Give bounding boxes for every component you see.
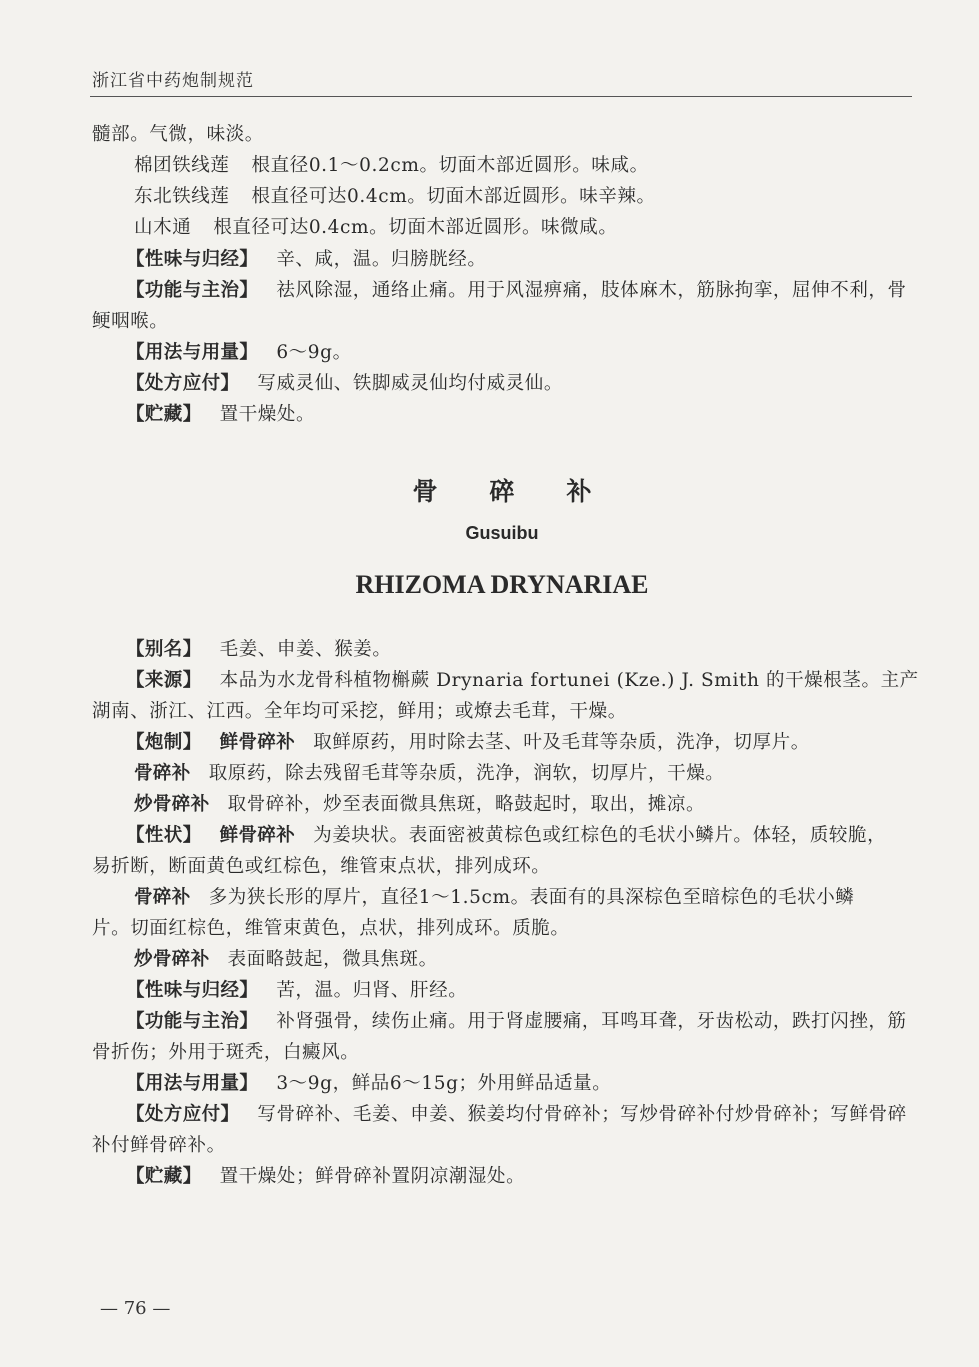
page-number: — 76 —	[100, 1298, 171, 1319]
variant-name: 棉团铁线莲	[134, 155, 230, 176]
variant-text: 根直径可达0.4cm。切面木部近圆形。味微咸。	[213, 217, 618, 238]
section-line	[126, 976, 467, 1002]
form-text: 多为狭长形的厚片，直径1～1.5cm。表面有的具深棕色至暗棕色的毛状小鳞	[208, 887, 855, 908]
variant-line	[134, 151, 649, 177]
section-text: 毛姜、申姜、猴姜。	[219, 639, 392, 660]
form-line	[134, 945, 438, 971]
section-text: 祛风除湿，通络止痛。用于风湿痹痛，肢体麻木，筋脉拘挛，屈伸不利，骨	[276, 280, 907, 301]
section-text: 写骨碎补、毛姜、申姜、猴姜均付骨碎补；写炒骨碎补付炒骨碎补；写鲜骨碎	[257, 1104, 907, 1125]
header-rule	[90, 96, 912, 97]
section-line	[126, 1100, 907, 1126]
section-text: 补肾强骨，续伤止痛。用于肾虚腰痛，耳鸣耳聋，牙齿松动，跌打闪挫，筋	[276, 1011, 907, 1032]
section-line	[126, 821, 886, 847]
variant-line	[134, 182, 656, 208]
entry-title-pinyin: Gusuibu	[465, 523, 539, 543]
section-label: 【炮制】	[126, 732, 202, 753]
section-label: 【处方应付】	[126, 1104, 240, 1125]
section-line	[126, 1162, 525, 1188]
section-label: 【性状】	[126, 825, 202, 846]
section-text: 辛、咸，温。归膀胱经。	[276, 249, 487, 270]
form-text: 为姜块状。表面密被黄棕色或红棕色的毛状小鳞片。体轻，质较脆，	[313, 825, 887, 846]
section-text-cont: 湖南、浙江、江西。全年均可采挖，鲜用；或燎去毛茸，干燥。	[92, 701, 627, 722]
section-text-cont: 易折断，断面黄色或红棕色，维管束点状，排列成环。	[92, 856, 551, 877]
variant-line	[134, 213, 617, 239]
entry-title-latin: RHIZOMA DRYNARIAE	[355, 570, 649, 599]
section-text: 置干燥处。	[219, 404, 316, 425]
section-line	[126, 1007, 907, 1033]
method-text: 取原药，除去残留毛茸等杂质，洗净，润软，切厚片，干燥。	[208, 763, 725, 784]
section-text: 6～9g。	[276, 342, 352, 363]
section-text-cont: 补付鲜骨碎补。	[92, 1135, 226, 1156]
variant-name: 山木通	[134, 217, 192, 238]
section-text: 本品为水龙骨科植物槲蕨 Drynaria fortunei (Kze.) J. Smith 的干燥根茎。主产	[219, 670, 919, 691]
continued-text: 髓部。气微，味淡。	[92, 124, 264, 145]
method-name: 骨碎补	[134, 763, 191, 784]
section-label: 【用法与用量】	[126, 1073, 259, 1094]
section-label: 【别名】	[126, 639, 202, 660]
section-line	[126, 369, 563, 395]
entry-title-chinese: 骨碎补	[412, 477, 644, 506]
section-label: 【来源】	[126, 670, 202, 691]
section-line	[126, 1069, 611, 1095]
section-line	[126, 666, 919, 692]
form-name: 骨碎补	[134, 887, 191, 908]
variant-name: 东北铁线莲	[134, 186, 230, 207]
method-name: 炒骨碎补	[134, 794, 210, 815]
section-line	[126, 245, 486, 271]
form-line	[134, 883, 854, 909]
variant-text: 根直径0.1～0.2cm。切面木部近圆形。味咸。	[251, 155, 649, 176]
method-text: 取骨碎补，炒至表面微具焦斑，略鼓起时，取出，摊凉。	[227, 794, 706, 815]
form-text: 表面略鼓起，微具焦斑。	[227, 949, 438, 970]
section-label: 【处方应付】	[126, 373, 240, 394]
section-label: 【功能与主治】	[126, 1011, 259, 1032]
section-text: 写威灵仙、铁脚威灵仙均付威灵仙。	[257, 373, 564, 394]
section-line	[126, 338, 352, 364]
variant-text: 根直径可达0.4cm。切面木部近圆形。味辛辣。	[251, 186, 656, 207]
section-text-cont: 片。切面红棕色，维管束黄色，点状，排列成环。质脆。	[92, 918, 570, 939]
method-line	[134, 790, 705, 816]
method-text: 取鲜原药，用时除去茎、叶及毛茸等杂质，洗净，切厚片。	[313, 732, 810, 753]
section-line	[126, 400, 315, 426]
form-name: 鲜骨碎补	[219, 825, 296, 846]
section-text-cont: 骨折伤；外用于斑秃，白癜风。	[92, 1042, 360, 1063]
form-name: 炒骨碎补	[134, 949, 210, 970]
section-label: 【性味与归经】	[126, 249, 259, 270]
section-line	[126, 276, 907, 302]
section-label: 【贮藏】	[126, 1166, 202, 1187]
method-line	[134, 759, 724, 785]
section-label: 【性味与归经】	[126, 980, 259, 1001]
section-label: 【用法与用量】	[126, 342, 259, 363]
section-text: 置干燥处；鲜骨碎补置阴凉潮湿处。	[219, 1166, 526, 1187]
method-name: 鲜骨碎补	[219, 732, 296, 753]
section-text: 苦，温。归肾、肝经。	[276, 980, 468, 1001]
section-label: 【功能与主治】	[126, 280, 259, 301]
section-line	[126, 728, 810, 754]
running-head: 浙江省中药炮制规范	[92, 71, 254, 91]
section-line	[126, 635, 392, 661]
section-text-cont: 鲠咽喉。	[92, 311, 169, 332]
section-label: 【贮藏】	[126, 404, 202, 425]
section-text: 3～9g，鲜品6～15g；外用鲜品适量。	[276, 1073, 612, 1094]
